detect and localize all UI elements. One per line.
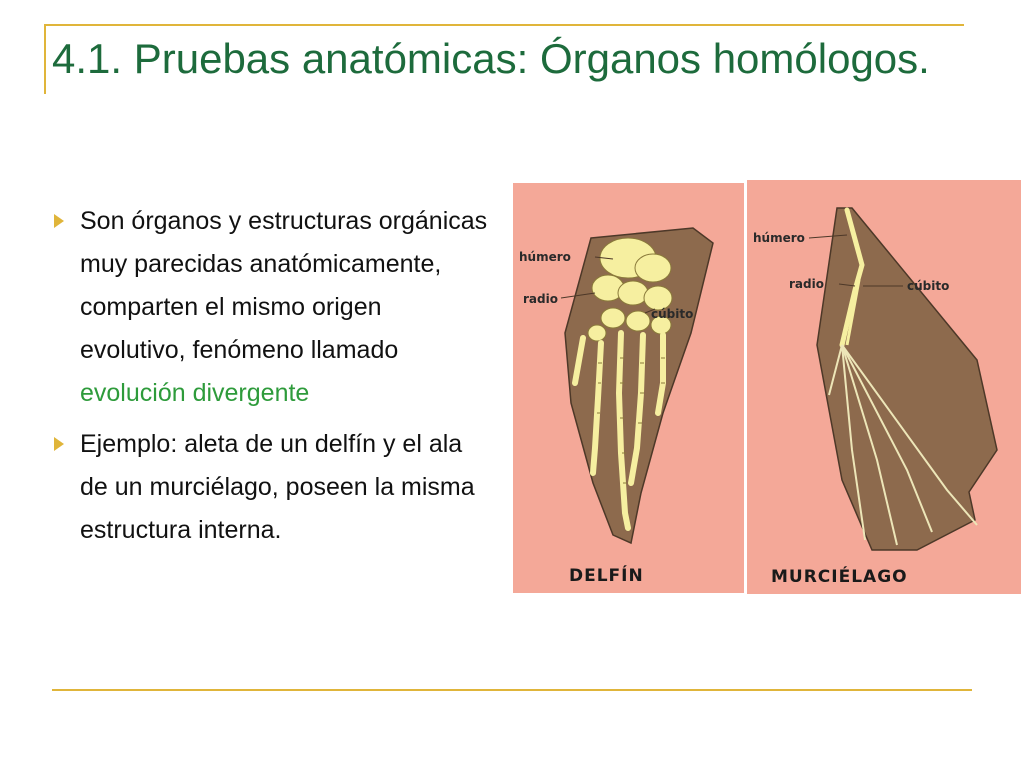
highlight-term: evolución divergente [80, 379, 310, 407]
bat-caption: MURCIÉLAGO [771, 567, 908, 587]
title-rule-left [44, 24, 46, 94]
title-rule-top [44, 24, 964, 26]
bat-figure [747, 180, 1021, 594]
dolphin-flipper-illustration [513, 183, 744, 593]
dolphin-label-cubito: cúbito [651, 307, 694, 321]
bullet-item-2 [54, 423, 494, 552]
arrow-bullet-icon [54, 437, 64, 451]
bullet-item-1 [54, 200, 494, 415]
bat-label-cubito: cúbito [907, 279, 950, 293]
bullet-list [54, 200, 494, 560]
dolphin-caption: DELFÍN [569, 566, 644, 586]
arrow-bullet-icon [54, 214, 64, 228]
dolphin-label-humero: húmero [519, 250, 571, 264]
dolphin-figure [513, 183, 744, 593]
bullet-text-2: Ejemplo: aleta de un delfín y el ala de un murciélago, poseen la misma estructura interna. [80, 430, 475, 544]
slide-title: 4.1. Pruebas anatómicas: Órganos homólogos. [52, 35, 930, 82]
bullet-text-1: Son órganos y estructuras orgánicas muy parecidas anatómicamente, comparten el mismo origen evolutivo, fenómeno llamado [80, 207, 488, 364]
dolphin-label-radio: radio [523, 292, 558, 306]
bat-label-humero: húmero [753, 231, 805, 245]
bat-wing-illustration [747, 180, 1021, 594]
bottom-rule [52, 689, 972, 691]
bat-label-radio: radio [789, 277, 824, 291]
